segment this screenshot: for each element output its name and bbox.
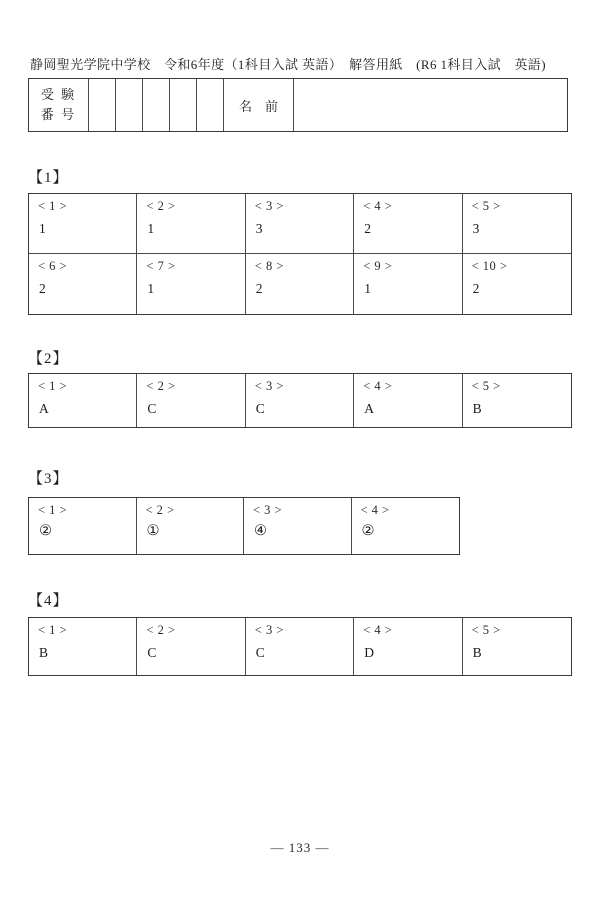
examinee-number-label-line1: 受 験	[40, 86, 77, 102]
question-number-label: < 2 >	[146, 199, 176, 213]
answer-value: ②	[361, 523, 375, 539]
answer-value: D	[364, 645, 374, 660]
section-1-answer-table	[28, 193, 572, 315]
section-1-heading: 【1】	[28, 170, 69, 186]
question-number-label: < 1 >	[38, 623, 68, 637]
section-1	[28, 166, 572, 315]
answer-cell	[29, 194, 137, 254]
answer-value: 2	[472, 281, 480, 296]
answer-value: C	[147, 645, 157, 660]
examinee-number-digit-cell	[143, 79, 170, 131]
question-number-label: < 4 >	[363, 623, 393, 637]
examinee-number-label-line2: 番 号	[40, 107, 77, 122]
question-number-label: < 3 >	[254, 623, 284, 637]
answer-value: B	[472, 645, 482, 660]
answer-value: A	[39, 401, 49, 416]
answer-value: 3	[255, 221, 263, 236]
question-number-label: < 9 >	[363, 259, 393, 273]
answer-cell	[354, 254, 462, 314]
question-number-label: < 6 >	[38, 259, 68, 273]
answer-cell	[246, 618, 354, 675]
answer-value: ①	[146, 523, 160, 539]
question-number-label: < 1 >	[38, 503, 68, 517]
answer-value: C	[255, 401, 265, 416]
answer-value: A	[364, 401, 374, 416]
answer-cell	[354, 194, 462, 254]
section-2-heading: 【2】	[28, 351, 69, 367]
answer-cell	[29, 374, 137, 427]
section-2	[28, 347, 572, 428]
examinee-number-digit-cell	[116, 79, 143, 131]
answer-value: 3	[472, 221, 480, 236]
question-number-label: < 7 >	[146, 259, 176, 273]
answer-value: B	[472, 401, 482, 416]
answer-cell	[352, 498, 460, 554]
answer-cell	[246, 254, 354, 314]
answer-value: 1	[147, 281, 155, 296]
examinee-info-bar	[28, 78, 568, 132]
examinee-number-label	[29, 79, 89, 131]
name-write-area	[294, 79, 567, 131]
answer-value: ②	[39, 523, 52, 539]
question-number-label: < 3 >	[253, 503, 283, 517]
section-3	[28, 467, 460, 555]
answer-value: 1	[147, 221, 155, 236]
answer-cell	[354, 374, 462, 427]
answer-value: 1	[39, 221, 46, 236]
question-number-label: < 2 >	[146, 623, 176, 637]
name-label: 名 前	[224, 79, 294, 131]
answer-cell	[244, 498, 352, 554]
answer-cell	[246, 194, 354, 254]
question-number-label: < 4 >	[363, 199, 393, 213]
section-4-heading: 【4】	[28, 593, 69, 609]
answer-cell	[29, 254, 137, 314]
answer-cell	[137, 374, 245, 427]
question-number-label: < 1 >	[38, 199, 68, 213]
answer-cell	[354, 618, 462, 675]
answer-cell	[463, 374, 571, 427]
sheet-title: 静岡聖光学院中学校 令和6年度（1科目入試 英語） 解答用紙 (R6 1科目入試 英語)	[30, 57, 546, 72]
question-number-label: < 5 >	[471, 199, 501, 213]
answer-cell	[246, 374, 354, 427]
answer-cell	[137, 618, 245, 675]
answer-cell	[137, 498, 245, 554]
section-4-answer-table	[28, 617, 572, 676]
answer-value: 2	[364, 221, 371, 236]
answer-cell	[463, 194, 571, 254]
answer-cell	[29, 618, 137, 675]
question-number-label: < 3 >	[254, 379, 284, 393]
section-3-answer-table	[28, 497, 460, 555]
question-number-label: < 5 >	[471, 623, 501, 637]
section-2-answer-table	[28, 373, 572, 428]
footer-page-number: — 133 —	[270, 840, 330, 855]
answer-cell	[137, 194, 245, 254]
examinee-number-digit-cell	[89, 79, 116, 131]
answer-value: ④	[254, 523, 267, 539]
answer-cell	[137, 254, 245, 314]
examinee-number-digit-cell	[170, 79, 197, 131]
answer-value: 1	[364, 281, 371, 296]
answer-cell	[463, 254, 571, 314]
question-number-label: < 3 >	[254, 199, 284, 213]
question-number-label: < 4 >	[360, 503, 390, 517]
answer-cell	[463, 618, 571, 675]
section-3-heading: 【3】	[28, 471, 69, 487]
answer-value: B	[39, 645, 49, 660]
answer-value: C	[255, 645, 265, 660]
question-number-label: < 8 >	[254, 259, 284, 273]
answer-cell	[29, 498, 137, 554]
examinee-number-digit-cell	[197, 79, 224, 131]
answer-value: 2	[39, 281, 46, 296]
question-number-label: < 4 >	[363, 379, 393, 393]
question-number-label: < 5 >	[471, 379, 501, 393]
question-number-label: < 2 >	[146, 379, 176, 393]
question-number-label: < 10 >	[471, 259, 508, 273]
section-4	[28, 589, 572, 676]
answer-value: 2	[255, 281, 263, 296]
question-number-label: < 2 >	[145, 503, 175, 517]
answer-value: C	[147, 401, 157, 416]
question-number-label: < 1 >	[38, 379, 68, 393]
